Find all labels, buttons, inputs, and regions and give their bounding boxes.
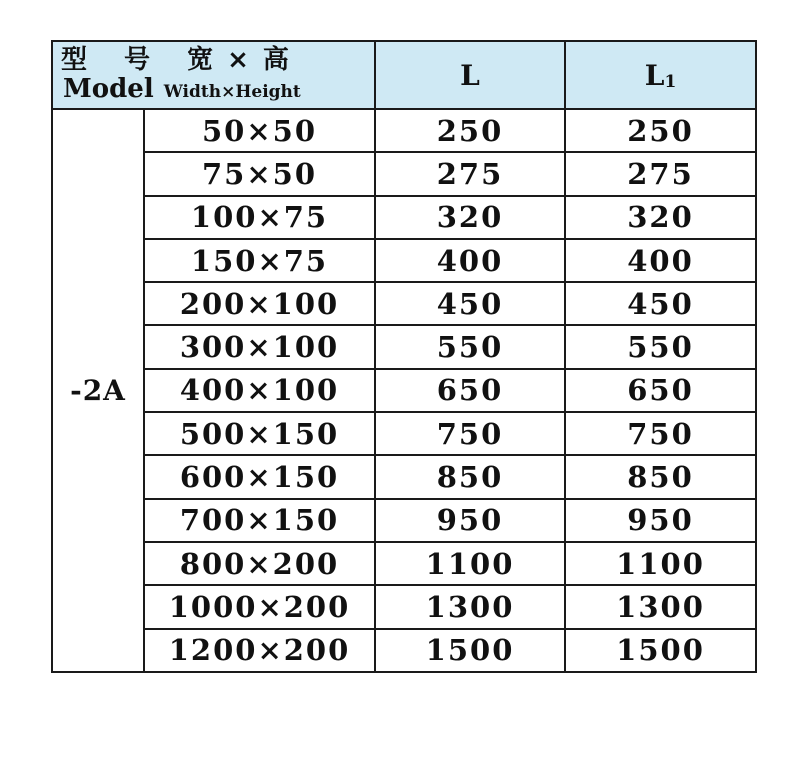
table-row (52, 542, 756, 585)
L-value-cell: 275 (375, 152, 565, 195)
header-L-label: L (460, 58, 480, 92)
L-value-cell: 1500 (375, 629, 565, 672)
header-col-L1 (565, 41, 756, 109)
L-value-cell: 1100 (375, 542, 565, 585)
L-value-cell: 320 (375, 196, 565, 239)
header-model-en: Model (63, 73, 154, 104)
header-model-size (52, 41, 375, 109)
table-row (52, 629, 756, 672)
header-width-height-en: Width×Height (163, 81, 301, 102)
header-L1-subscript: 1 (664, 71, 677, 92)
L1-value-cell: 400 (565, 239, 756, 282)
size-cell: 500×150 (144, 412, 375, 455)
L-value-cell: 550 (375, 325, 565, 368)
table-body (52, 109, 756, 672)
table-row (52, 412, 756, 455)
table-row (52, 455, 756, 498)
size-cell: 400×100 (144, 369, 375, 412)
L-value-cell: 450 (375, 282, 565, 325)
L-value-cell: 950 (375, 499, 565, 542)
size-cell: 800×200 (144, 542, 375, 585)
size-cell: 300×100 (144, 325, 375, 368)
L1-value-cell: 950 (565, 499, 756, 542)
table-row (52, 109, 756, 152)
header-model-en-line (53, 75, 374, 106)
L1-value-cell: 1100 (565, 542, 756, 585)
L1-value-cell: 275 (565, 152, 756, 195)
size-cell: 600×150 (144, 455, 375, 498)
size-cell: 50×50 (144, 109, 375, 152)
size-cell: 700×150 (144, 499, 375, 542)
L1-value-cell: 1300 (565, 585, 756, 628)
table-row (52, 282, 756, 325)
table-row (52, 152, 756, 195)
table-row (52, 585, 756, 628)
header-col-L (375, 41, 565, 109)
header-model-cn: 型 号 宽×高 (61, 44, 303, 75)
L1-value-cell: 1500 (565, 629, 756, 672)
L1-value-cell: 450 (565, 282, 756, 325)
L-value-cell: 850 (375, 455, 565, 498)
spec-table (51, 40, 757, 673)
table-row (52, 499, 756, 542)
header-L1-label: L (644, 58, 665, 92)
model-name-cell: -2A (52, 109, 144, 672)
L-value-cell: 1300 (375, 585, 565, 628)
table-row (52, 196, 756, 239)
table-row (52, 239, 756, 282)
L-value-cell: 650 (375, 369, 565, 412)
L1-value-cell: 250 (565, 109, 756, 152)
L1-value-cell: 550 (565, 325, 756, 368)
L1-value-cell: 850 (565, 455, 756, 498)
L-value-cell: 400 (375, 239, 565, 282)
size-cell: 1200×200 (144, 629, 375, 672)
L1-value-cell: 750 (565, 412, 756, 455)
size-cell: 75×50 (144, 152, 375, 195)
L-value-cell: 250 (375, 109, 565, 152)
table-row (52, 369, 756, 412)
size-cell: 200×100 (144, 282, 375, 325)
L1-value-cell: 650 (565, 369, 756, 412)
size-cell: 100×75 (144, 196, 375, 239)
size-cell: 150×75 (144, 239, 375, 282)
header-row (52, 41, 756, 109)
size-cell: 1000×200 (144, 585, 375, 628)
L-value-cell: 750 (375, 412, 565, 455)
table-row (52, 325, 756, 368)
L1-value-cell: 320 (565, 196, 756, 239)
